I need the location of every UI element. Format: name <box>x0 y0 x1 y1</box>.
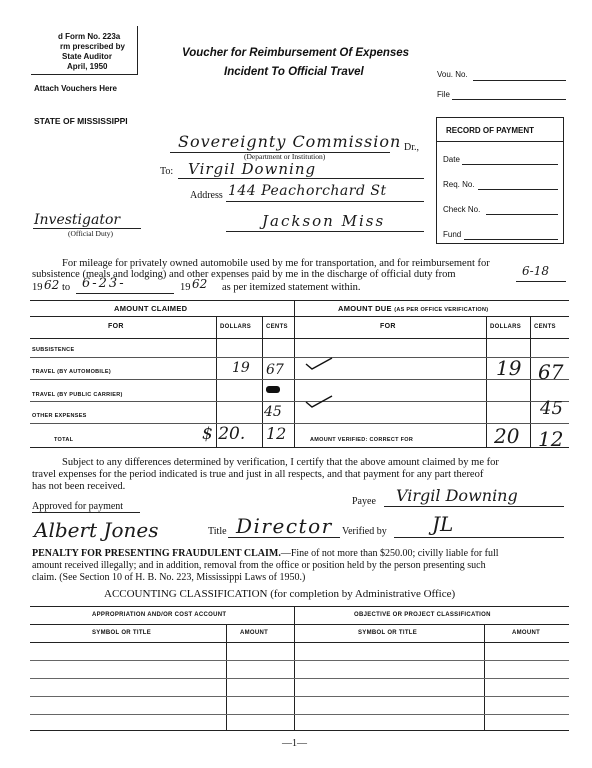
penalty-line2: amount received illegally; and in addition, removal from the office or position held by the person presenting such <box>32 560 486 571</box>
claimed-cents-divider <box>262 316 263 447</box>
record-check-label: Check No. <box>443 205 481 214</box>
table-top-rule <box>30 300 569 301</box>
row-label-total: TOTAL <box>54 437 74 443</box>
row-rule-3 <box>30 401 569 402</box>
accounting-title: ACCOUNTING CLASSIFICATION <box>104 588 268 600</box>
acct-bottom-rule <box>30 730 569 731</box>
due-travel-dollars: 19 <box>496 356 522 380</box>
record-date-line <box>462 164 558 165</box>
penalty-line1 <box>32 548 499 560</box>
row-label-other-expenses: OTHER EXPENSES <box>32 413 87 419</box>
penalty-line1-rest: —Fine of not more than $250.00; civilly liable for full <box>280 548 499 559</box>
payee-name-handwritten: Virgil Downing <box>188 160 317 178</box>
approved-line <box>32 512 140 513</box>
department-caption: (Department or Institution) <box>244 152 326 161</box>
table-center-divider <box>294 300 295 447</box>
acct-row-rule-4 <box>30 714 569 715</box>
address-label: Address <box>190 190 223 201</box>
due-col-cents: CENTS <box>534 324 556 330</box>
acct-right-amount-col: AMOUNT <box>512 630 541 636</box>
payee-label: Payee <box>352 496 376 507</box>
record-of-payment-header-rule <box>436 141 564 142</box>
checkmark-icon <box>304 356 334 372</box>
acct-header-rule <box>30 624 569 625</box>
acct-colhead-rule <box>30 642 569 643</box>
row-rule-4 <box>30 423 569 424</box>
acct-left-header: APPROPRIATION AND/OR COST ACCOUNT <box>92 612 227 618</box>
accounting-heading <box>104 588 455 600</box>
row-label-travel-public: TRAVEL (BY PUBLIC CARRIER) <box>32 392 123 398</box>
acct-right-header: OBJECTIVE OR PROJECT CLASSIFICATION <box>354 612 491 618</box>
claimed-total-cents: 12 <box>266 424 287 443</box>
acct-center-divider <box>294 606 295 730</box>
intro-year-to: 62 <box>192 277 208 291</box>
due-dollars-divider <box>486 316 487 447</box>
record-date-label: Date <box>443 155 460 164</box>
intro-from-line <box>516 281 566 282</box>
to-label: To: <box>160 166 174 177</box>
official-duty-caption: (Official Duty) <box>68 229 114 238</box>
due-total-dollars: 20 <box>494 424 520 448</box>
claimed-travel-auto-cents: 67 <box>266 362 284 378</box>
address-line1-handwritten: 144 Peachorchard St <box>228 183 387 199</box>
claimed-other-cents: 45 <box>264 404 282 420</box>
state-label: STATE OF MISSISSIPPI <box>34 116 128 126</box>
official-duty-handwritten: Investigator <box>34 212 121 228</box>
amount-due-header <box>338 304 488 313</box>
approved-label: Approved for payment <box>32 501 124 512</box>
amount-claimed-header: AMOUNT CLAIMED <box>114 304 188 313</box>
verified-initials: JL <box>432 512 454 536</box>
intro-tail: as per itemized statement within. <box>222 282 361 293</box>
claimed-travel-auto-dollars: 19 <box>232 360 250 376</box>
claimed-col-dollars: DOLLARS <box>220 324 252 330</box>
intro-from-date: 6-18 <box>522 264 549 278</box>
row-rule-2 <box>30 379 569 380</box>
form-number-line1: d Form No. 223a <box>58 32 121 41</box>
approver-signature: Albert Jones <box>34 518 159 542</box>
accounting-subtitle: (for completion by Administrative Office) <box>270 588 456 600</box>
acct-row-rule-2 <box>30 678 569 679</box>
payee-signature: Virgil Downing <box>396 486 518 505</box>
claimed-col-for: FOR <box>108 323 124 330</box>
intro-to-word: to <box>62 282 71 293</box>
voucher-number-line <box>473 80 566 81</box>
file-label: File <box>437 90 450 99</box>
form-number-line2: rm prescribed by <box>60 42 125 51</box>
acct-left-amount-col: AMOUNT <box>240 630 269 636</box>
acct-right-symbol-col: SYMBOL OR TITLE <box>358 630 418 636</box>
attach-vouchers-label: Attach Vouchers Here <box>34 84 117 93</box>
intro-year-from: 62 <box>44 278 60 292</box>
intro-year-prefix-from: 19 <box>32 282 43 293</box>
claimed-col-cents: CENTS <box>266 324 288 330</box>
acct-top-rule <box>30 606 569 607</box>
acct-left-symbol-col: SYMBOL OR TITLE <box>92 630 152 636</box>
due-col-dollars: DOLLARS <box>490 324 522 330</box>
intro-line1: For mileage for privately owned automobile used by me for transportation, and for reimbursement for <box>62 258 490 269</box>
form-title-line1: Voucher for Reimbursement Of Expenses <box>182 47 410 59</box>
page-number: —1— <box>282 738 307 749</box>
verified-line <box>394 537 564 538</box>
record-check-line <box>486 214 558 215</box>
form-title-line2: Incident To Official Travel <box>224 66 364 78</box>
record-fund-line <box>464 239 558 240</box>
department-suffix: Dr., <box>404 142 419 153</box>
penalty-line3: claim. (See Section 10 of H. B. No. 223, Mississippi Laws of 1950.) <box>32 572 306 583</box>
address-line2 <box>226 231 424 232</box>
claimed-total-dollars: $ 20. <box>202 424 246 444</box>
amount-due-header-text: AMOUNT DUE <box>338 304 392 313</box>
ink-blot <box>266 386 280 393</box>
address-line2-handwritten: Jackson Miss <box>262 212 386 230</box>
intro-year-prefix-to: 19 <box>180 282 191 293</box>
table-header-rule <box>30 316 569 317</box>
due-total-cents: 12 <box>538 427 564 451</box>
intro-to-line <box>76 293 174 294</box>
to-line <box>178 178 424 179</box>
title-value: Director <box>236 514 333 538</box>
intro-line2: subsistence (meals and lodging) and other expenses paid by me in the discharge of official duty from <box>32 269 456 280</box>
acct-row-rule-1 <box>30 660 569 661</box>
payee-line <box>384 506 564 507</box>
amount-due-header-note: (AS PER OFFICE VERIFICATION) <box>394 307 489 313</box>
record-of-payment-title: RECORD OF PAYMENT <box>446 126 535 135</box>
form-number-line3: State Auditor <box>62 52 112 61</box>
due-other-cents: 45 <box>540 398 563 419</box>
acct-row-rule-3 <box>30 696 569 697</box>
certify-line1: Subject to any differences determined by verification, I certify that the above amount claimed by me for <box>62 457 499 468</box>
record-fund-label: Fund <box>443 230 462 239</box>
file-line <box>452 99 566 100</box>
record-req-line <box>478 189 558 190</box>
table-bottom-rule <box>30 447 569 448</box>
row-label-subsistence: SUBSISTENCE <box>32 347 75 353</box>
title-label: Title <box>208 526 227 537</box>
address-line1 <box>226 201 424 202</box>
voucher-number-label: Vou. No. <box>437 70 468 79</box>
intro-to-date: 6-23- <box>82 276 126 291</box>
certify-line2: travel expenses for the period indicated is true and just in all respects, and that payment for any part thereof <box>32 469 484 480</box>
due-col-for: FOR <box>380 323 396 330</box>
row-label-travel-auto: TRAVEL (BY AUTOMOBILE) <box>32 369 112 375</box>
certify-line3: has not been received. <box>32 481 126 492</box>
checkmark-icon <box>304 394 334 410</box>
due-cents-divider <box>530 316 531 447</box>
verified-by-label: Verified by <box>342 526 387 537</box>
amount-verified-label: AMOUNT VERIFIED: CORRECT FOR <box>310 437 414 443</box>
due-travel-cents: 67 <box>538 360 564 384</box>
form-number-line4: April, 1950 <box>67 62 108 71</box>
row-rule-1 <box>30 357 569 358</box>
department-handwritten: Sovereignty Commission <box>178 132 402 151</box>
table-colhead-rule <box>30 338 569 339</box>
title-line <box>228 537 340 538</box>
record-req-label: Req. No. <box>443 180 475 189</box>
penalty-heading: PENALTY FOR PRESENTING FRAUDULENT CLAIM. <box>32 548 281 559</box>
